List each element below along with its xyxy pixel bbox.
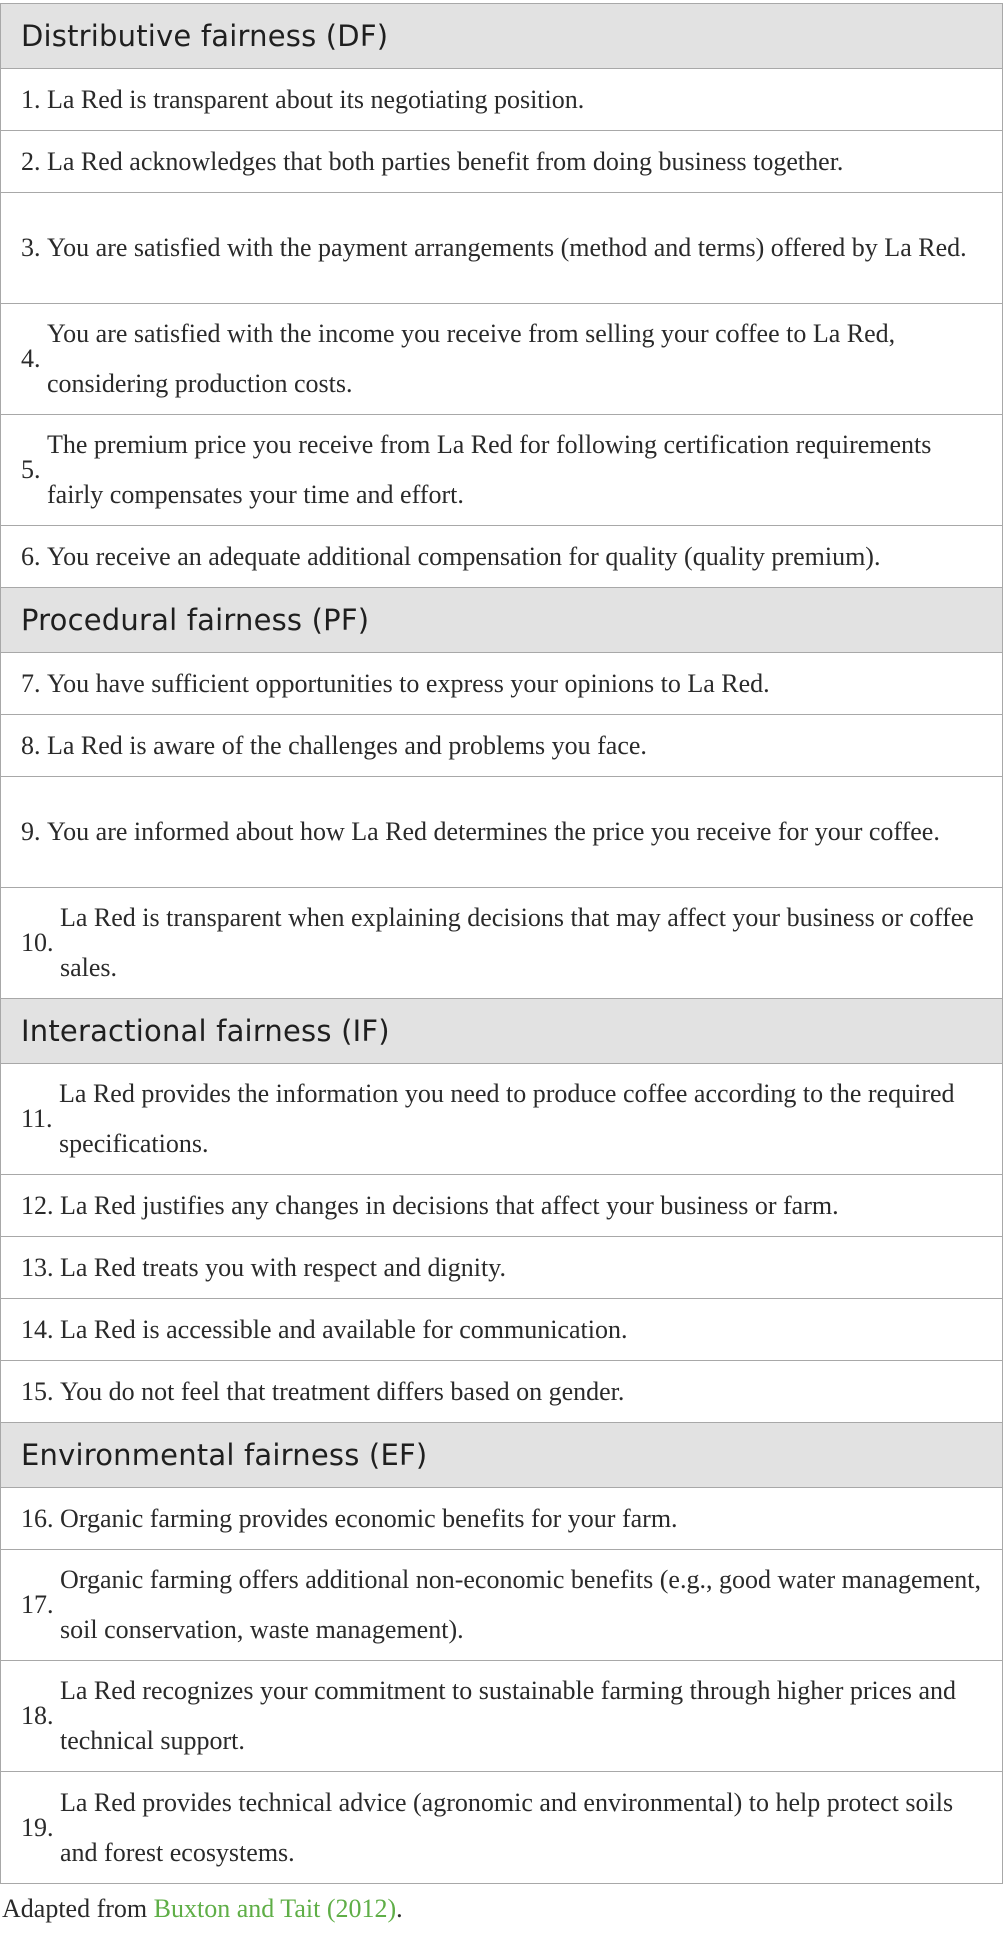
- item-number: 14.: [21, 1314, 54, 1344]
- table-row: [1, 1488, 1002, 1550]
- table-row: [1, 1299, 1002, 1361]
- item-text: You receive an adequate additional compensation for quality (quality premium).: [47, 541, 881, 571]
- item-text: La Red recognizes your commitment to sustainable farming through higher prices and technical support.: [60, 1676, 957, 1755]
- table-row: [1, 69, 1002, 131]
- item-text: La Red is aware of the challenges and problems you face.: [47, 730, 647, 760]
- item-text: La Red acknowledges that both parties benefit from doing business together.: [47, 146, 844, 176]
- item-text: La Red provides the information you need to produce coffee according to the required specifications.: [59, 1079, 955, 1158]
- item-number: 17.: [21, 1590, 54, 1619]
- item-number: 13.: [21, 1252, 54, 1282]
- item-number: 7.: [21, 668, 41, 698]
- section-header-procedural: Procedural fairness (PF): [1, 588, 1002, 653]
- item-number: 15.: [21, 1376, 54, 1406]
- table-row: [1, 131, 1002, 193]
- item-number: 12.: [21, 1190, 54, 1220]
- citation-link[interactable]: Buxton and Tait (2012): [153, 1894, 397, 1923]
- section-header-distributive: Distributive fairness (DF): [1, 4, 1002, 69]
- item-number: 16.: [21, 1503, 54, 1533]
- item-text: You are satisfied with the income you receive from selling your coffee to La Red, considering production costs.: [47, 319, 896, 398]
- item-text: La Red is transparent about its negotiating position.: [47, 84, 585, 114]
- item-text: You are satisfied with the payment arrangements (method and terms) offered by La Red.: [47, 233, 967, 262]
- table-row: [1, 888, 1002, 999]
- item-text: La Red provides technical advice (agronomic and environmental) to help protect soils and forest ecosystems.: [60, 1787, 954, 1867]
- table-row: [1, 1361, 1002, 1423]
- item-text: You do not feel that treatment differs based on gender.: [60, 1376, 625, 1406]
- item-number: 8.: [21, 730, 41, 760]
- item-text: The premium price you receive from La Red for following certification requirements fairly compensates your time and effort.: [47, 430, 932, 509]
- table-row: [1, 1661, 1002, 1772]
- item-number: 6.: [21, 541, 41, 571]
- source-note: [2, 1893, 403, 1925]
- item-number: 19.: [21, 1812, 54, 1842]
- table-row: [1, 1064, 1002, 1175]
- fairness-table: [0, 3, 1003, 1884]
- item-number: 4.: [21, 344, 41, 373]
- item-text: You have sufficient opportunities to express your opinions to La Red.: [47, 668, 770, 698]
- table-row: [1, 777, 1002, 888]
- section-header-interactional: Interactional fairness (IF): [1, 999, 1002, 1064]
- table-row: [1, 415, 1002, 526]
- table-row: [1, 193, 1002, 304]
- table-row: [1, 526, 1002, 588]
- item-number: 1.: [21, 84, 41, 114]
- item-number: 10.: [21, 928, 54, 957]
- source-note-suffix: .: [396, 1894, 403, 1923]
- item-text: Organic farming provides economic benefits for your farm.: [60, 1503, 678, 1533]
- table-row: [1, 1175, 1002, 1237]
- table-row: [1, 715, 1002, 777]
- item-number: 9.: [21, 817, 41, 846]
- item-number: 3.: [21, 233, 41, 262]
- item-text: La Red is accessible and available for communication.: [60, 1314, 628, 1344]
- table-row: [1, 1237, 1002, 1299]
- item-number: 5.: [21, 455, 41, 484]
- item-text: You are informed about how La Red determines the price you receive for your coffee.: [47, 817, 940, 846]
- item-number: 11.: [21, 1104, 53, 1133]
- item-text: La Red justifies any changes in decisions that affect your business or farm.: [60, 1190, 839, 1220]
- table-row: [1, 304, 1002, 415]
- table-row: [1, 653, 1002, 715]
- section-header-environmental: Environmental fairness (EF): [1, 1423, 1002, 1488]
- item-text: Organic farming offers additional non-economic benefits (e.g., good water management, soil conservation, waste management).: [60, 1565, 982, 1644]
- item-text: La Red treats you with respect and dignity.: [60, 1252, 506, 1282]
- table-row: [1, 1772, 1002, 1883]
- item-number: 18.: [21, 1701, 54, 1730]
- item-text: La Red is transparent when explaining decisions that may affect your business or coffee sales.: [60, 903, 974, 982]
- item-number: 2.: [21, 146, 41, 176]
- source-note-prefix: Adapted from: [2, 1894, 154, 1923]
- table-row: [1, 1550, 1002, 1661]
